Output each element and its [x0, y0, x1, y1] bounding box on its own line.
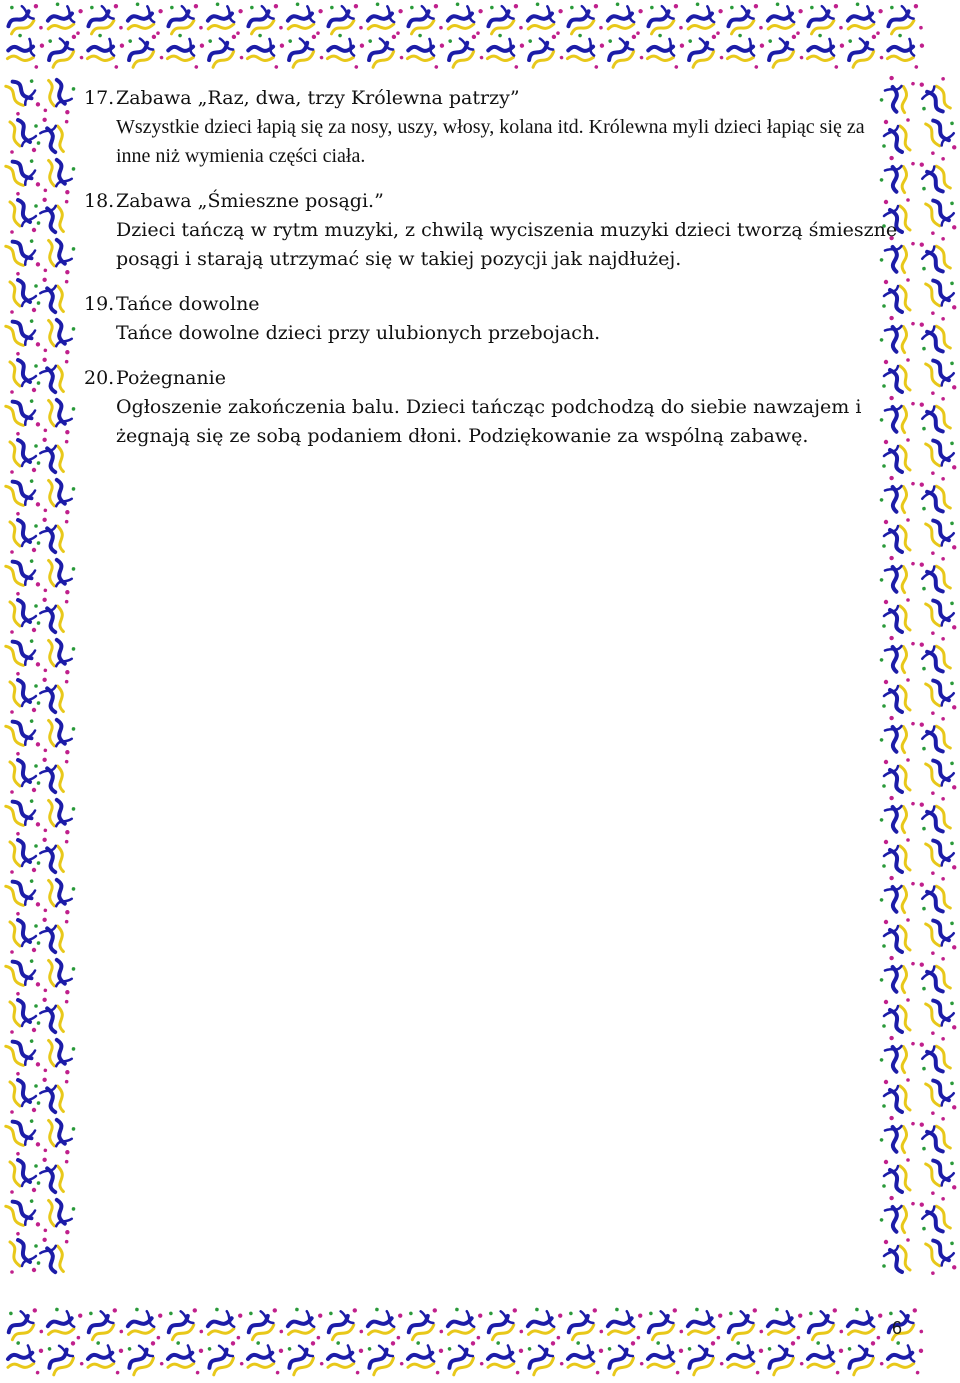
streamer-confetti-icon: [36, 995, 69, 1033]
streamer-confetti-icon: [806, 2, 843, 34]
streamer-confetti-icon: [764, 32, 804, 68]
streamer-confetti-icon: [486, 1340, 526, 1375]
streamer-confetti-icon: [10, 1240, 38, 1274]
streamer-confetti-icon: [925, 677, 958, 715]
border-left: [5, 75, 76, 1274]
streamer-confetti-icon: [917, 717, 950, 755]
streamer-confetti-icon: [10, 120, 38, 154]
streamer-confetti-icon: [10, 680, 38, 714]
streamer-confetti-icon: [10, 200, 38, 234]
streamer-confetti-icon: [878, 1033, 916, 1074]
streamer-confetti-icon: [166, 1340, 206, 1375]
streamer-confetti-icon: [246, 1340, 286, 1375]
streamer-confetti-icon: [166, 32, 207, 70]
streamer-confetti-icon: [805, 1306, 844, 1340]
streamer-confetti-icon: [882, 918, 910, 952]
streamer-confetti-icon: [86, 1340, 126, 1375]
streamer-confetti-icon: [882, 598, 910, 632]
streamer-confetti-icon: [917, 157, 950, 195]
streamer-confetti-icon: [925, 1237, 958, 1275]
streamer-confetti-icon: [86, 2, 123, 34]
streamer-confetti-icon: [565, 1306, 604, 1340]
streamer-confetti-icon: [166, 2, 203, 34]
streamer-confetti-icon: [5, 1115, 43, 1156]
streamer-confetti-icon: [878, 633, 916, 674]
streamer-confetti-icon: [245, 1306, 284, 1340]
streamer-confetti-icon: [925, 597, 958, 635]
streamer-confetti-icon: [878, 953, 916, 994]
streamer-confetti-icon: [43, 879, 76, 917]
streamer-confetti-icon: [47, 1307, 85, 1340]
streamer-confetti-icon: [124, 32, 164, 68]
streamer-confetti-icon: [566, 32, 607, 70]
item-title: [84, 84, 904, 113]
streamer-confetti-icon: [917, 77, 950, 115]
streamer-confetti-icon: [43, 719, 76, 757]
streamer-confetti-icon: [165, 1306, 204, 1340]
streamer-confetti-icon: [43, 1039, 76, 1077]
streamer-confetti-icon: [925, 917, 958, 955]
streamer-confetti-icon: [127, 1307, 165, 1340]
streamer-confetti-icon: [206, 1, 245, 35]
streamer-confetti-icon: [123, 1339, 164, 1376]
streamer-confetti-icon: [917, 797, 950, 835]
streamer-confetti-icon: [882, 1238, 910, 1272]
streamer-confetti-icon: [882, 998, 910, 1032]
streamer-confetti-icon: [284, 32, 324, 68]
item-title: [84, 364, 904, 393]
streamer-confetti-icon: [444, 32, 484, 68]
streamer-confetti-icon: [36, 115, 69, 153]
streamer-confetti-icon: [882, 838, 910, 872]
streamer-confetti-icon: [36, 515, 69, 553]
streamer-confetti-icon: [925, 1077, 958, 1115]
streamer-confetti-icon: [684, 32, 724, 68]
item-title-text: Zabawa „Śmieszne posągi.”: [116, 190, 384, 212]
streamer-confetti-icon: [203, 1339, 244, 1376]
streamer-confetti-icon: [5, 1035, 43, 1076]
streamer-confetti-icon: [36, 195, 69, 233]
streamer-confetti-icon: [5, 955, 43, 996]
streamer-confetti-icon: [85, 1306, 124, 1340]
streamer-confetti-icon: [43, 639, 76, 677]
streamer-confetti-icon: [882, 678, 910, 712]
streamer-confetti-icon: [646, 32, 687, 70]
streamer-confetti-icon: [726, 2, 763, 34]
streamer-confetti-icon: [486, 2, 523, 34]
streamer-confetti-icon: [486, 32, 527, 70]
streamer-confetti-icon: [806, 32, 847, 70]
streamer-confetti-icon: [5, 395, 43, 436]
streamer-confetti-icon: [604, 32, 644, 68]
streamer-confetti-icon: [917, 557, 950, 595]
streamer-confetti-icon: [36, 355, 69, 393]
streamer-confetti-icon: [726, 1340, 766, 1375]
streamer-confetti-icon: [886, 1340, 926, 1375]
streamer-confetti-icon: [287, 1307, 325, 1340]
streamer-confetti-icon: [847, 1307, 885, 1340]
document-content: [84, 84, 904, 467]
streamer-confetti-icon: [10, 440, 38, 474]
streamer-confetti-icon: [43, 559, 76, 597]
streamer-confetti-icon: [917, 637, 950, 675]
streamer-confetti-icon: [43, 959, 76, 997]
streamer-confetti-icon: [5, 555, 43, 596]
streamer-confetti-icon: [10, 360, 38, 394]
item-body: Wszystkie dzieci łapią się za nosy, uszy, włosy, kolana itd. Królewna myli dzieci łapiąc się za inne niż wymienia części ciała.: [116, 116, 865, 167]
streamer-confetti-icon: [246, 32, 287, 70]
streamer-confetti-icon: [843, 1339, 884, 1376]
streamer-confetti-icon: [10, 920, 38, 954]
streamer-confetti-icon: [36, 1155, 69, 1193]
streamer-confetti-icon: [925, 197, 958, 235]
streamer-confetti-icon: [767, 1307, 805, 1340]
streamer-confetti-icon: [917, 877, 950, 915]
item-title-text: Zabawa „Raz, dwa, trzy Królewna patrzy”: [116, 87, 520, 109]
item-number: 20.: [84, 367, 115, 389]
streamer-confetti-icon: [878, 793, 916, 834]
streamer-confetti-icon: [846, 1, 885, 35]
streamer-confetti-icon: [5, 795, 43, 836]
streamer-confetti-icon: [43, 1119, 76, 1157]
item-number: 18.: [84, 190, 115, 212]
item-title: [84, 290, 904, 319]
streamer-confetti-icon: [43, 479, 76, 517]
streamer-confetti-icon: [286, 1, 325, 35]
streamer-confetti-icon: [882, 518, 910, 552]
streamer-confetti-icon: [207, 1307, 245, 1340]
streamer-confetti-icon: [878, 1193, 916, 1234]
streamer-confetti-icon: [447, 1307, 485, 1340]
streamer-confetti-icon: [43, 239, 76, 277]
streamer-confetti-icon: [683, 1339, 724, 1376]
streamer-confetti-icon: [10, 1000, 38, 1034]
streamer-confetti-icon: [46, 1, 85, 35]
streamer-confetti-icon: [6, 32, 47, 70]
streamer-confetti-icon: [645, 1306, 684, 1340]
border-bottom: [5, 1306, 926, 1376]
streamer-confetti-icon: [204, 32, 244, 68]
streamer-confetti-icon: [917, 1117, 950, 1155]
streamer-confetti-icon: [5, 875, 43, 916]
streamer-confetti-icon: [44, 32, 84, 68]
streamer-confetti-icon: [646, 1340, 686, 1375]
streamer-confetti-icon: [10, 840, 38, 874]
streamer-confetti-icon: [36, 675, 69, 713]
streamer-confetti-icon: [917, 1197, 950, 1235]
streamer-confetti-icon: [367, 1307, 405, 1340]
streamer-confetti-icon: [43, 1339, 84, 1376]
streamer-confetti-icon: [6, 1340, 46, 1375]
streamer-confetti-icon: [126, 1, 165, 35]
streamer-confetti-icon: [405, 1306, 444, 1340]
streamer-confetti-icon: [878, 473, 916, 514]
streamer-confetti-icon: [5, 635, 43, 676]
page-number: 6: [891, 1318, 902, 1338]
streamer-confetti-icon: [882, 1078, 910, 1112]
streamer-confetti-icon: [406, 32, 447, 70]
item-number: 19.: [84, 293, 115, 315]
streamer-confetti-icon: [925, 1157, 958, 1195]
streamer-confetti-icon: [406, 2, 443, 34]
streamer-confetti-icon: [326, 2, 363, 34]
item-number: 17.: [84, 87, 115, 109]
list-item: [84, 187, 904, 274]
item-title-text: Pożegnanie: [116, 367, 226, 389]
streamer-confetti-icon: [878, 553, 916, 594]
streamer-confetti-icon: [766, 1, 805, 35]
streamer-confetti-icon: [5, 1306, 44, 1340]
streamer-confetti-icon: [606, 1, 645, 35]
streamer-confetti-icon: [43, 1199, 76, 1237]
streamer-confetti-icon: [10, 520, 38, 554]
streamer-confetti-icon: [43, 79, 76, 117]
item-title: [84, 187, 904, 216]
list-item: [84, 84, 904, 171]
streamer-confetti-icon: [886, 2, 923, 34]
streamer-confetti-icon: [443, 1339, 484, 1376]
streamer-confetti-icon: [725, 1306, 764, 1340]
streamer-confetti-icon: [925, 277, 958, 315]
streamer-confetti-icon: [43, 159, 76, 197]
streamer-confetti-icon: [917, 957, 950, 995]
streamer-confetti-icon: [726, 32, 767, 70]
streamer-confetti-icon: [5, 1195, 43, 1236]
streamer-confetti-icon: [36, 835, 69, 873]
streamer-confetti-icon: [925, 117, 958, 155]
streamer-confetti-icon: [10, 760, 38, 794]
streamer-confetti-icon: [36, 755, 69, 793]
streamer-confetti-icon: [603, 1339, 644, 1376]
streamer-confetti-icon: [10, 1080, 38, 1114]
border-top: [6, 1, 927, 69]
list-item: [84, 364, 904, 451]
streamer-confetti-icon: [485, 1306, 524, 1340]
streamer-confetti-icon: [5, 315, 43, 356]
streamer-confetti-icon: [523, 1339, 564, 1376]
streamer-confetti-icon: [917, 1037, 950, 1075]
streamer-confetti-icon: [917, 397, 950, 435]
streamer-confetti-icon: [686, 1, 725, 35]
streamer-confetti-icon: [246, 2, 283, 34]
streamer-confetti-icon: [366, 1, 405, 35]
streamer-confetti-icon: [36, 435, 69, 473]
streamer-confetti-icon: [5, 155, 43, 196]
streamer-confetti-icon: [687, 1307, 725, 1340]
streamer-confetti-icon: [844, 32, 884, 68]
streamer-confetti-icon: [566, 2, 603, 34]
streamer-confetti-icon: [925, 757, 958, 795]
streamer-confetti-icon: [524, 32, 564, 68]
streamer-confetti-icon: [925, 517, 958, 555]
streamer-confetti-icon: [406, 1340, 446, 1375]
streamer-confetti-icon: [326, 1340, 366, 1375]
streamer-confetti-icon: [326, 32, 367, 70]
streamer-confetti-icon: [364, 32, 404, 68]
streamer-confetti-icon: [86, 32, 127, 70]
streamer-confetti-icon: [882, 1158, 910, 1192]
list-item: [84, 290, 904, 348]
streamer-confetti-icon: [917, 237, 950, 275]
streamer-confetti-icon: [283, 1339, 324, 1376]
streamer-confetti-icon: [526, 1, 565, 35]
streamer-confetti-icon: [917, 317, 950, 355]
streamer-confetti-icon: [878, 1113, 916, 1154]
streamer-confetti-icon: [607, 1307, 645, 1340]
streamer-confetti-icon: [10, 600, 38, 634]
streamer-confetti-icon: [43, 799, 76, 837]
streamer-confetti-icon: [6, 2, 43, 34]
streamer-confetti-icon: [36, 275, 69, 313]
streamer-confetti-icon: [36, 1075, 69, 1113]
item-body: Tańce dowolne dzieci przy ulubionych przebojach.: [116, 322, 601, 344]
streamer-confetti-icon: [882, 758, 910, 792]
streamer-confetti-icon: [646, 2, 683, 34]
streamer-confetti-icon: [763, 1339, 804, 1376]
streamer-confetti-icon: [5, 235, 43, 276]
streamer-confetti-icon: [566, 1340, 606, 1375]
streamer-confetti-icon: [10, 1160, 38, 1194]
streamer-confetti-icon: [36, 595, 69, 633]
streamer-confetti-icon: [925, 437, 958, 475]
streamer-confetti-icon: [878, 713, 916, 754]
streamer-confetti-icon: [925, 357, 958, 395]
streamer-confetti-icon: [5, 75, 43, 116]
streamer-confetti-icon: [917, 477, 950, 515]
streamer-confetti-icon: [36, 1235, 69, 1273]
streamer-confetti-icon: [446, 1, 485, 35]
streamer-confetti-icon: [925, 837, 958, 875]
streamer-confetti-icon: [5, 475, 43, 516]
streamer-confetti-icon: [886, 32, 927, 70]
streamer-confetti-icon: [806, 1340, 846, 1375]
streamer-confetti-icon: [10, 280, 38, 314]
streamer-confetti-icon: [363, 1339, 404, 1376]
streamer-confetti-icon: [5, 715, 43, 756]
item-title-text: Tańce dowolne: [116, 293, 260, 315]
item-body: Ogłoszenie zakończenia balu. Dzieci tańcząc podchodzą do siebie nawzajem i żegnają się ze sobą podaniem dłoni. Podziękowanie za wspólną zabawę.: [116, 396, 862, 447]
streamer-confetti-icon: [43, 399, 76, 437]
streamer-confetti-icon: [36, 915, 69, 953]
item-body: Dzieci tańczą w rytm muzyki, z chwilą wyciszenia muzyki dzieci tworzą śmieszne posągi i starają utrzymać się w takiej pozycji jak najdłużej.: [116, 219, 898, 270]
streamer-confetti-icon: [878, 873, 916, 914]
streamer-confetti-icon: [925, 997, 958, 1035]
streamer-confetti-icon: [527, 1307, 565, 1340]
streamer-confetti-icon: [325, 1306, 364, 1340]
streamer-confetti-icon: [43, 319, 76, 357]
